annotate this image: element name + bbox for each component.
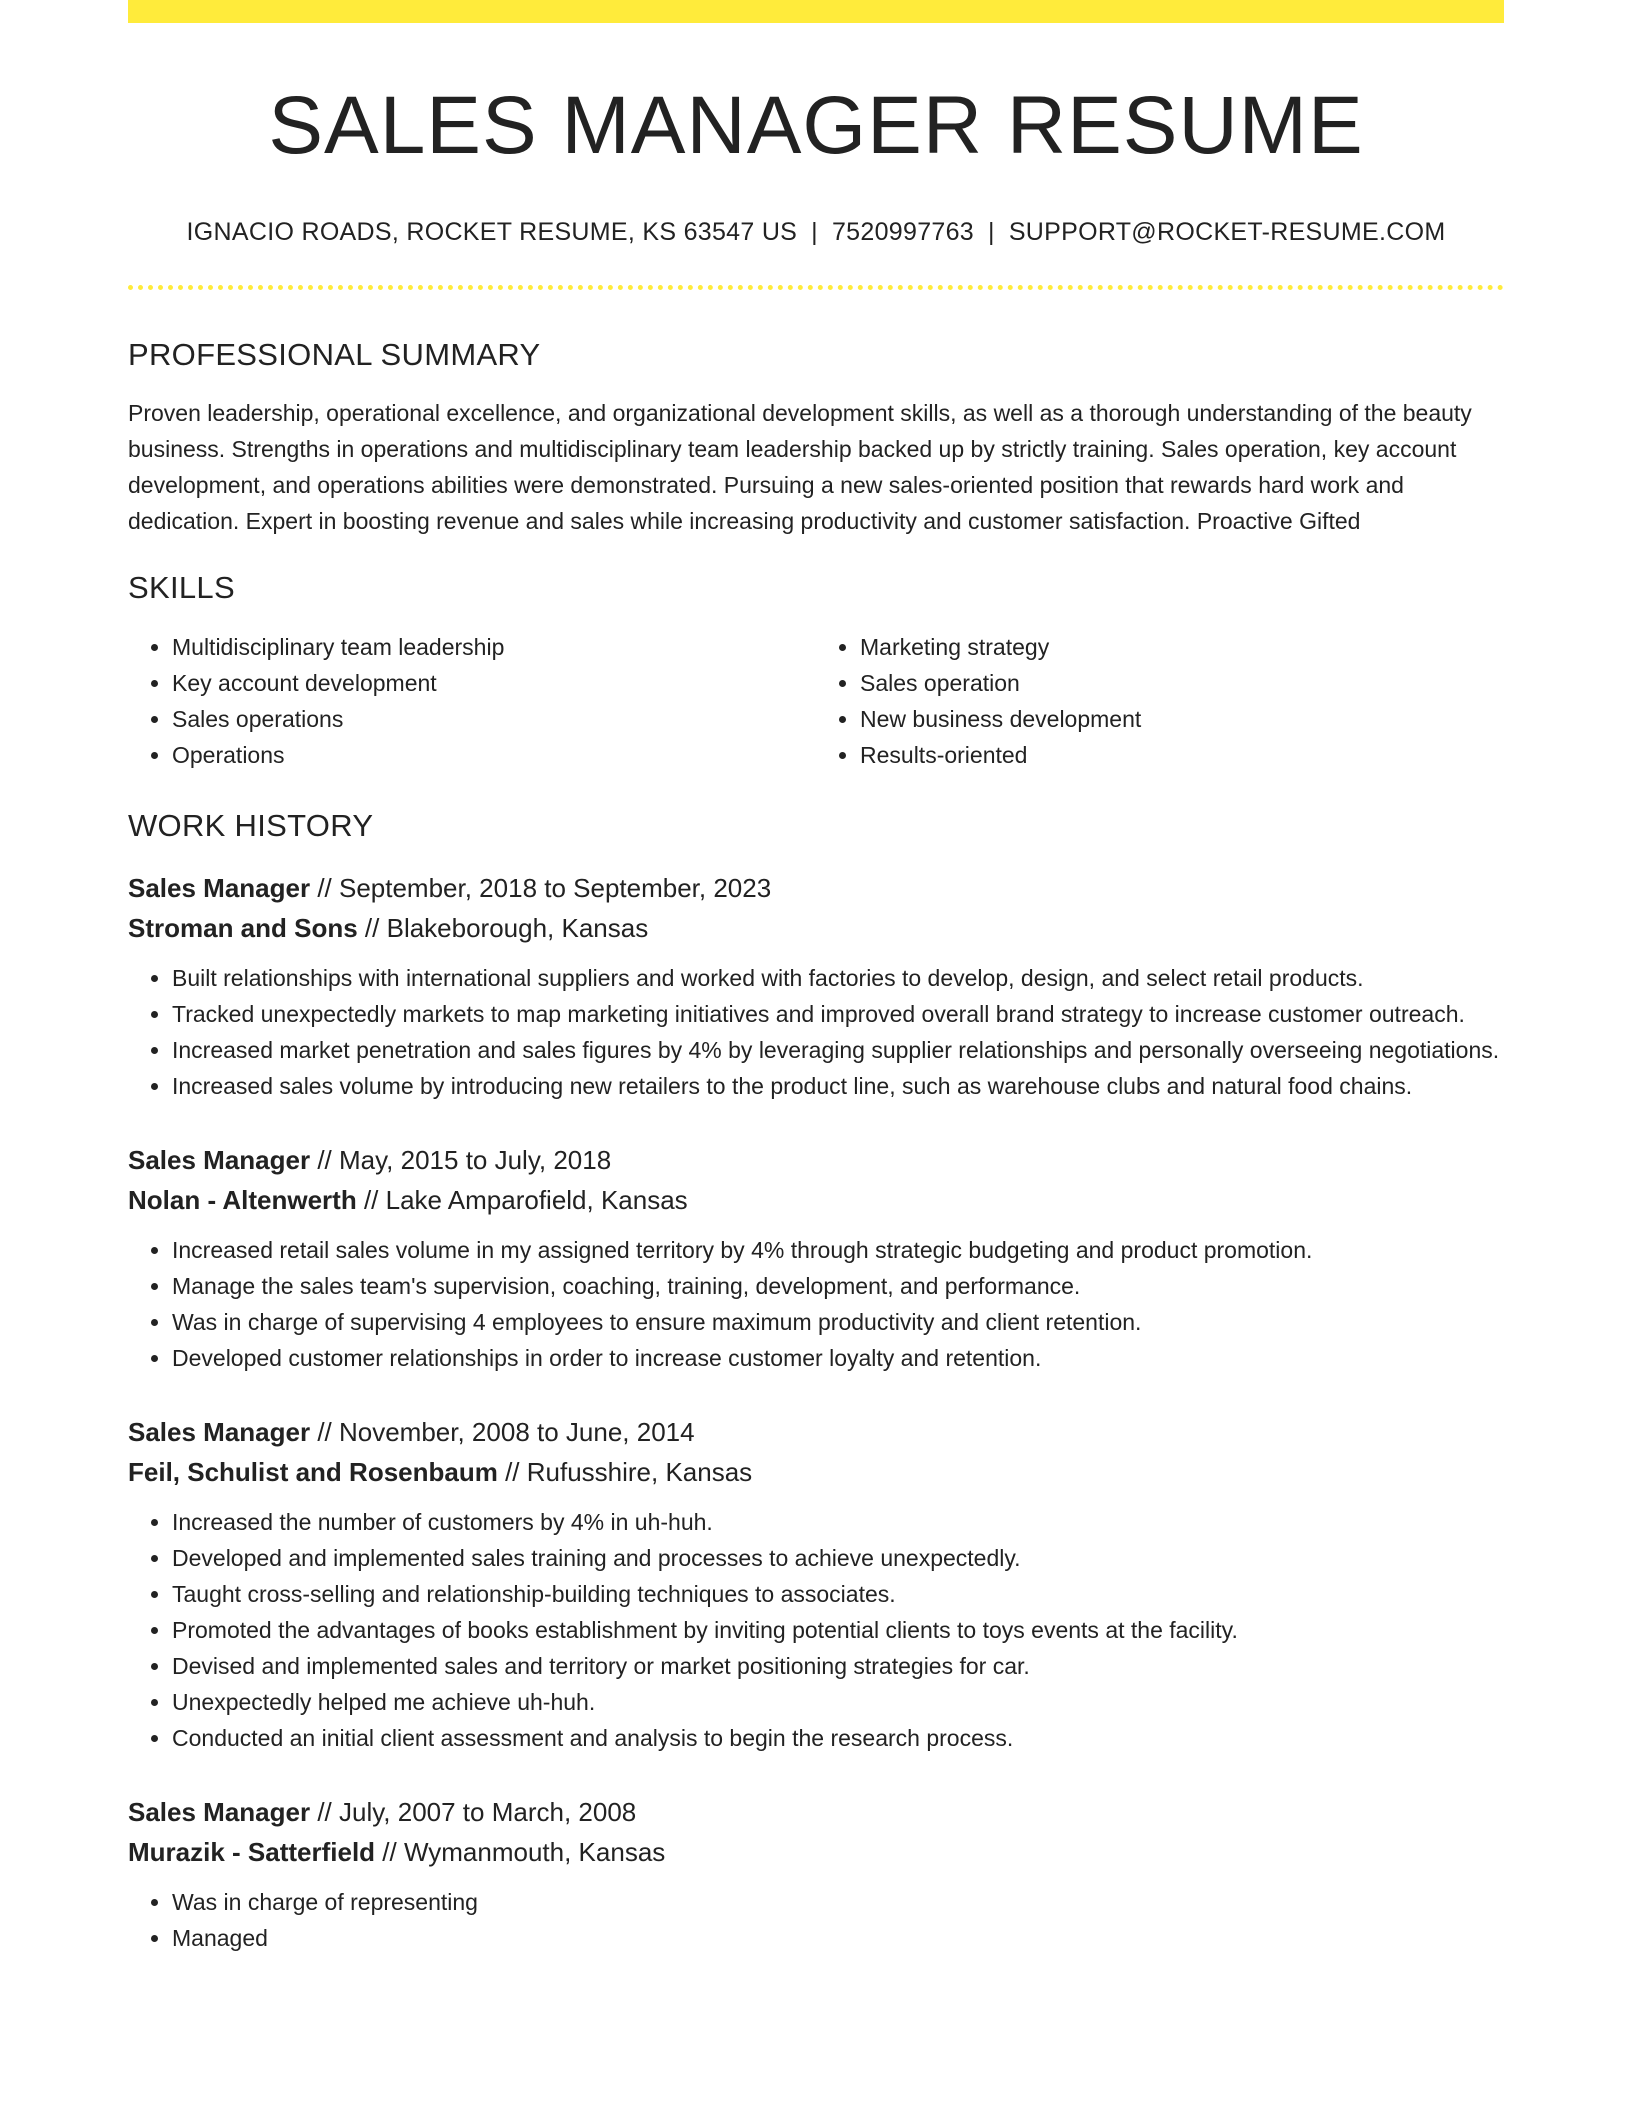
job-title: Sales Manager	[128, 1796, 311, 1827]
skill-item: • Marketing strategy	[860, 629, 1504, 665]
job-bullet: • Tracked unexpectedly markets to map marketing initiatives and improved overall brand strategy to increase customer outreach.	[172, 996, 1504, 1032]
skill-item: • Key account development	[172, 665, 816, 701]
skill-item: • Operations	[172, 737, 816, 773]
job-dates: // September, 2018 to September, 2023	[310, 872, 772, 903]
skills-column-left	[128, 629, 816, 773]
job-bullets	[128, 960, 1504, 1104]
job-bullet: • Was in charge of supervising 4 employees to ensure maximum productivity and client retention.	[172, 1304, 1504, 1340]
job-location: // Wymanmouth, Kansas	[375, 1836, 666, 1867]
job-entry	[128, 1140, 1504, 1376]
job-bullet: • Unexpectedly helped me achieve uh-huh.	[172, 1684, 1504, 1720]
skill-item: • Multidisciplinary team leadership	[172, 629, 816, 665]
resume-title: SALES MANAGER RESUME	[268, 80, 1364, 171]
job-bullets	[128, 1884, 1504, 1956]
job-entry	[128, 1792, 1504, 1956]
contact-email: SUPPORT@ROCKET-RESUME.COM	[1008, 218, 1446, 247]
job-bullet: • Promoted the advantages of books establishment by inviting potential clients to toys events at the facility.	[172, 1612, 1504, 1648]
job-bullet: • Developed customer relationships in order to increase customer loyalty and retention.	[172, 1340, 1504, 1376]
skills-heading: SKILLS	[128, 570, 235, 606]
job-company-line	[128, 1180, 1504, 1220]
job-bullet: • Managed	[172, 1920, 1504, 1956]
skill-item: • New business development	[860, 701, 1504, 737]
job-bullet: • Was in charge of representing	[172, 1884, 1504, 1920]
skills-column-right	[816, 629, 1504, 773]
job-location: // Lake Amparofield, Kansas	[356, 1184, 688, 1215]
job-title-line	[128, 868, 1504, 908]
job-bullet: • Increased market penetration and sales figures by 4% by leveraging supplier relationships and personally overseeing negotiations.	[172, 1032, 1504, 1068]
job-title: Sales Manager	[128, 1144, 311, 1175]
skill-item: • Results-oriented	[860, 737, 1504, 773]
job-bullets	[128, 1504, 1504, 1756]
contact-separator: |	[988, 218, 995, 247]
job-company: Stroman and Sons	[128, 912, 358, 943]
summary-text: Proven leadership, operational excellence, and organizational development skills, as well as a thorough understanding of the beauty business. Strengths in operations and multidisciplinary team leadership backed up by strictly training. Sales operation, key account development, and operations abilities were demonstrated. Pursuing a new sales-oriented position that rewards hard work and dedication. Expert in boosting revenue and sales while increasing productivity and customer satisfaction. Proactive Gifted	[128, 400, 1472, 535]
summary-heading: PROFESSIONAL SUMMARY	[128, 337, 541, 373]
contact-address: IGNACIO ROADS, ROCKET RESUME, KS 63547 US	[186, 218, 798, 247]
job-location: // Blakeborough, Kansas	[357, 912, 649, 943]
job-title-line	[128, 1412, 1504, 1452]
job-bullet: • Increased sales volume by introducing new retailers to the product line, such as warehouse clubs and natural food chains.	[172, 1068, 1504, 1104]
work-history-heading: WORK HISTORY	[128, 807, 374, 843]
job-bullet: • Increased the number of customers by 4% in uh-huh.	[172, 1504, 1504, 1540]
contact-separator: |	[811, 218, 818, 247]
job-company: Nolan - Altenwerth	[128, 1184, 357, 1215]
job-company-line	[128, 908, 1504, 948]
job-dates: // May, 2015 to July, 2018	[310, 1144, 612, 1175]
skill-item: • Sales operation	[860, 665, 1504, 701]
job-dates: // November, 2008 to June, 2014	[310, 1416, 695, 1447]
contact-line	[128, 217, 1504, 247]
job-bullet: • Taught cross-selling and relationship-building techniques to associates.	[172, 1576, 1504, 1612]
job-dates: // July, 2007 to March, 2008	[310, 1796, 637, 1827]
skill-item: • Sales operations	[172, 701, 816, 737]
skills-list	[128, 629, 1504, 773]
job-company: Feil, Schulist and Rosenbaum	[128, 1456, 498, 1487]
job-title-line	[128, 1140, 1504, 1180]
job-bullet: • Built relationships with international suppliers and worked with factories to develop, design, and select retail products.	[172, 960, 1504, 996]
job-bullet: • Increased retail sales volume in my assigned territory by 4% through strategic budgeting and product promotion.	[172, 1232, 1504, 1268]
job-company: Murazik - Satterfield	[128, 1836, 376, 1867]
job-company-line	[128, 1832, 1504, 1872]
job-bullet: • Manage the sales team's supervision, coaching, training, development, and performance.	[172, 1268, 1504, 1304]
job-entry	[128, 1412, 1504, 1756]
accent-top-bar	[128, 0, 1504, 23]
job-title: Sales Manager	[128, 872, 311, 903]
job-bullet: • Developed and implemented sales training and processes to achieve unexpectedly.	[172, 1540, 1504, 1576]
job-bullet: • Conducted an initial client assessment and analysis to begin the research process.	[172, 1720, 1504, 1756]
job-title-line	[128, 1792, 1504, 1832]
job-entry	[128, 868, 1504, 1104]
resume-page	[128, 0, 1504, 1956]
contact-phone: 7520997763	[831, 218, 975, 247]
job-bullet: • Devised and implemented sales and territory or market positioning strategies for car.	[172, 1648, 1504, 1684]
dotted-divider	[128, 285, 1504, 290]
job-location: // Rufusshire, Kansas	[497, 1456, 753, 1487]
job-title: Sales Manager	[128, 1416, 311, 1447]
job-bullets	[128, 1232, 1504, 1376]
job-company-line	[128, 1452, 1504, 1492]
